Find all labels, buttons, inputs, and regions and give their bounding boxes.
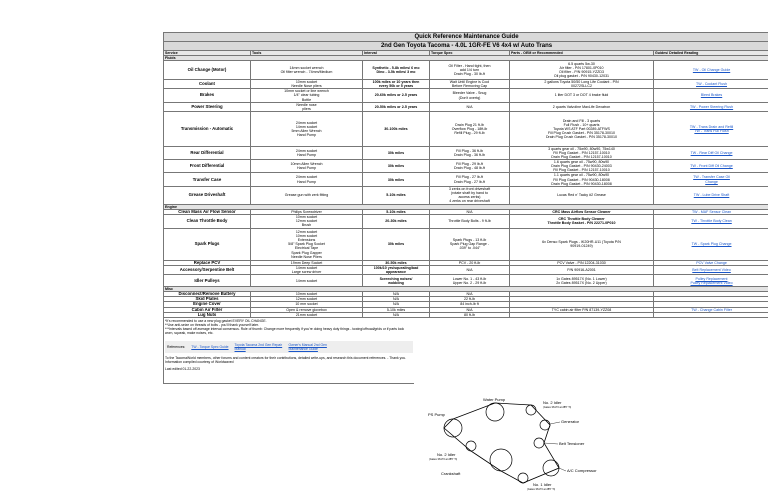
column-header-torque-spec: Torque Spec: [430, 51, 510, 56]
cell-tools: 19mm Deep Socket: [251, 260, 363, 265]
cell-torque: Lower No. 1 - 43 ft-lb Upper No. 2 - 29 ft-lb: [430, 275, 510, 287]
section-label-engine: Engine: [164, 204, 768, 209]
idler-left-pulley: [466, 441, 476, 451]
guide-link[interactable]: Bleed Brakes: [700, 93, 723, 98]
cell-tools: 14mm socket wrench Oil filter wrench - 74mm/Medium: [251, 61, 363, 80]
ps-pump-pulley: [444, 419, 462, 437]
label-ac-compressor: A/C Compressor: [567, 468, 597, 473]
cell-interval: 20-60k miles or 2-5 years: [363, 89, 430, 102]
service-name: Power Steering: [164, 102, 251, 111]
cell-interval: 30-50k miles: [363, 260, 430, 265]
table-row: [164, 228, 768, 260]
cell-torque: N/A: [430, 292, 510, 297]
cell-interval: 100k miles or 10 years then every 50k or 5 years: [363, 80, 430, 89]
guide-link[interactable]: Pulley Replacement Video: [690, 280, 733, 285]
service-name: Grease Driveshaft: [164, 186, 251, 204]
guide-link[interactable]: TW - Transfer Case Oil: [693, 175, 730, 180]
service-name: Spark Plugs: [164, 228, 251, 260]
maintenance-guide-sheet: [163, 32, 768, 384]
service-name: Front Differential: [164, 160, 251, 173]
label-no2-idler-top: No. 2 Idler: [543, 400, 562, 405]
cell-parts: 2 quarts Valvoline MaxLife Dexatron: [510, 102, 654, 111]
cell-tools: 14mm socket Large screw driver: [251, 265, 363, 274]
guide-link[interactable]: TW - Coolant Flush: [696, 82, 728, 87]
label-water-pump: Water Pump: [483, 398, 506, 402]
section-label-fluids: Fluids: [164, 56, 768, 61]
service-name: Replace PCV: [164, 260, 251, 265]
note-line: **Use anti-seize on threads of bolts - you'll thank yourself later.: [165, 322, 259, 327]
guide-link[interactable]: TW - Trans Drain and Refill: [689, 124, 734, 129]
service-name: Idler Pulleys: [164, 275, 251, 287]
table-row: [164, 173, 768, 186]
cell-guide: [654, 160, 768, 173]
table-row: [164, 265, 768, 274]
cell-parts: TYC cabin air filter P/N 87139-YZZ08: [510, 307, 654, 312]
references-label: References:: [167, 344, 186, 349]
cell-tools: Philips Screwdriver: [251, 209, 363, 214]
cell-interval: 5-10k miles: [363, 186, 430, 204]
cell-tools: 12mm socket: [251, 297, 363, 302]
cell-interval: 30k miles: [363, 160, 430, 173]
table-row: [164, 111, 768, 146]
table-row: [164, 80, 768, 89]
cell-parts: CRC Mass Airflow Sensor Cleaner: [510, 209, 654, 214]
leader-generator: [550, 422, 560, 424]
cell-tools: 10mm socket 12mm socket Brush: [251, 214, 363, 228]
table-row: [164, 186, 768, 204]
cell-parts: Drain and Fill - 3 quarts Full Flush - 10+ quarts Toyota WS ATF Part 00289-ATFWS Fill Plug Crush Gasket - P/N 35178-30010 Drain Plug Crush Gasket - P/N 35178-30010: [510, 111, 654, 146]
service-name: Lug Nuts: [164, 312, 251, 317]
service-name: Rear Differential: [164, 146, 251, 159]
cell-parts: [510, 312, 654, 317]
column-header-tools: Tools: [251, 51, 363, 56]
leader-tensioner: [544, 443, 558, 444]
cell-guide: [654, 312, 768, 317]
service-name: Skid Plates: [164, 297, 251, 302]
guide-link[interactable]: PCV Valve Change: [696, 260, 727, 265]
cell-parts: 1.6 quarts gear oil - 75w90, 80w90 Drain Plug Gasket - P/N 90430-24003 Fill Plug Gasket - P/N 12157-10010: [510, 160, 654, 173]
cell-torque: Spark Plugs - 13 ft-lb Spark Plug Gap Range - .039" to .044": [430, 228, 510, 260]
leader-ac: [559, 468, 566, 471]
table-row: [164, 102, 768, 111]
cell-interval: 30k miles: [363, 228, 430, 260]
page-subtitle: 2nd Gen Toyota Tacoma - 4.0L 1GR-FE V6 4x4 w/ Auto Trans: [164, 42, 768, 51]
cell-torque: Fill Plug - 27 lb-ft Drain Plug - 27 lb-ft: [430, 173, 510, 186]
table-row: [164, 214, 768, 228]
crankshaft-pulley: [490, 449, 512, 471]
cell-torque: 84 inch-lb ft: [430, 302, 510, 307]
guide-link[interactable]: TW - Spark Plug Change: [691, 242, 732, 247]
service-name: Accessory/Serpentine Belt: [164, 265, 251, 274]
guide-link[interactable]: TW - Change Cabin Filter: [691, 307, 732, 312]
cell-torque: Bleeder Valve - Snug (Don't overtq): [430, 89, 510, 102]
cell-parts: 3 quarts gear oil - 75w90, 80w90, 75w140 Fill Plug Gasket - P/N 12157-10010 Drain Plug Gasket - P/N 12157-10010: [510, 146, 654, 159]
cell-guide: [654, 61, 768, 80]
service-name: Oil Change (Motor): [164, 61, 251, 80]
subtitle-row: [164, 42, 768, 51]
reference-link[interactable]: TW - Torque Spec Guide: [191, 344, 229, 349]
cell-torque: 80 ft-lb: [430, 312, 510, 317]
guide-link[interactable]: TW - Power Steering Flush: [689, 104, 734, 109]
cell-guide: [654, 146, 768, 159]
cell-tools: Open & remove glovebox: [251, 307, 363, 312]
cell-torque: N/A: [430, 307, 510, 312]
cell-interval: 30k miles: [363, 173, 430, 186]
cell-parts: 1 liter DOT 3 or DOT 4 brake fluid: [510, 89, 654, 102]
cell-interval: N/A: [363, 297, 430, 302]
guide-link[interactable]: Belt Replacement Video: [692, 268, 731, 273]
service-name: Transmission - Automatic: [164, 111, 251, 146]
cell-interval: 30-100k miles: [363, 111, 430, 146]
cell-interval: 30k miles: [363, 146, 430, 159]
cell-parts: 1x Gates 89517X (No. 1 Lower) 2x Gates 89517X (No. 2 Upper): [510, 275, 654, 287]
cell-interval: 100k/10 yrs/squealing/bad appearance: [363, 265, 430, 274]
cell-torque: 22 ft-lb: [430, 297, 510, 302]
cell-tools: 10mm socket: [251, 292, 363, 297]
service-name: Cabin Air Filter: [164, 307, 251, 312]
source-text: Information compiled courtesy of Worldwaved: [165, 359, 234, 364]
cell-parts: Lucas Red n' Tacky #2 Grease: [510, 186, 654, 204]
cell-guide: [654, 186, 768, 204]
cell-guide: [654, 265, 768, 274]
label-no2-idler-left: No. 2 Idler: [437, 452, 456, 457]
cell-torque: 3 zerks on front driveshaft (rotate shaft by hand to access zerks) 4 zerks on rear driveshaft: [430, 186, 510, 204]
section-label-misc: Misc: [164, 287, 768, 292]
cell-guide: [654, 89, 768, 102]
cell-interval: Synthetic - 5-8k miles/ 6 mo Dino - 3-5k miles/ 3 mo: [363, 61, 430, 80]
cell-torque: Throttle Body Bolts - 9 ft-lb: [430, 214, 510, 228]
cell-torque: N/A: [430, 209, 510, 214]
credit-text: To the TacomaWorld members, other forums and content creators for their contributions, detailed write-ups, and research this document references. - Thank you.: [165, 355, 407, 360]
cell-torque: Fill Plug - 29 lb-ft Drain Plug - 48 lb-ft: [430, 160, 510, 173]
cell-tools: 10mm socket or line wrench 1/4" clear tubing Bottle: [251, 89, 363, 102]
service-name: Transfer Case: [164, 173, 251, 186]
cell-tools: 10mm socket Needle Nose pliers: [251, 80, 363, 89]
label-no1-idler-sub: (Gates 36173 at 285" Ti): [527, 488, 556, 491]
cell-interval: 20-30k miles: [363, 214, 430, 228]
cell-parts: 2 gallons Toyota 50/50 Long Life Coolant - P/N 00272SLLC2: [510, 80, 654, 89]
service-name: Coolant: [164, 80, 251, 89]
label-crankshaft: Crankshaft: [441, 471, 461, 476]
cell-guide: [654, 214, 768, 228]
cell-tools: 21mm socket: [251, 312, 363, 317]
cell-guide: [654, 102, 768, 111]
column-header-parts-oem-or-recommended: Parts - OEM or Recommended: [510, 51, 654, 56]
page-title: Quick Reference Maintenance Guide: [164, 33, 768, 42]
title-row: [164, 33, 768, 42]
cell-torque: PCV - 20 ft-lb: [430, 260, 510, 265]
cell-interval: N/A: [363, 312, 430, 317]
cell-torque: N/A: [430, 265, 510, 274]
cell-guide: [654, 173, 768, 186]
belt-tensioner-pulley: [534, 438, 544, 448]
label-no1-idler: No. 1 Idler: [533, 482, 552, 487]
guide-link[interactable]: TW - Front Diff Oil Change: [690, 164, 733, 169]
service-name: Disconnect/Remove Battery: [164, 292, 251, 297]
cell-guide: [654, 80, 768, 89]
cell-interval: Screeching noises/ wobbling: [363, 275, 430, 287]
belt-routing-diagram: [411, 398, 607, 494]
cell-guide: [654, 275, 768, 287]
column-header-interval: Interval: [363, 51, 430, 56]
cell-tools: 14mm socket: [251, 275, 363, 287]
note-line: *It's recommended to use a new plug gasket EVERY OIL CHANGE.: [165, 318, 267, 323]
table-row: [164, 160, 768, 173]
table-row: [164, 275, 768, 287]
table-row: [164, 312, 768, 317]
cell-interval: N/A: [363, 292, 430, 297]
cell-torque: N/A: [430, 102, 510, 111]
guide-link[interactable]: TW - Lube Drive Shaft: [693, 193, 730, 198]
service-name: Clean Mass Air Flow Sensor: [164, 209, 251, 214]
guide-link[interactable]: Change: [705, 179, 718, 184]
label-no2-idler-left-sub: (Gates 36173 at 285" Ti): [429, 458, 458, 461]
label-no2-idler-top-sub: (Gates 36173 at 285" Ti): [543, 406, 572, 409]
cell-parts: 6.5 quarts 5w-30 Air filter - P/N 17801-0P010 Oil filter - P/N 90915-YZZD3 Oil plug gasket - P/N 90430-12031: [510, 61, 654, 80]
guide-link[interactable]: TW - MAF Sensor Clean: [691, 209, 732, 214]
column-header-service: Service: [164, 51, 251, 56]
service-name: Clean Throttle Body: [164, 214, 251, 228]
last-edited: Last edited 01-22-2023: [165, 366, 200, 371]
guide-link[interactable]: Pulley Replacement: [695, 276, 728, 281]
notes-block: [163, 318, 414, 384]
maintenance-table: [163, 32, 768, 318]
cell-torque: Wait Until Engine is Cool Before Removing Cap: [430, 80, 510, 89]
cell-parts: P/N 90916-A2001: [510, 265, 654, 274]
cell-tools: 24mm socket Hand Pump: [251, 146, 363, 159]
cell-torque: Oil Filter - Hand tight, then add 1/4 turn Drain Plug - 30 lb-ft: [430, 61, 510, 80]
references-row: [165, 341, 413, 353]
note-line: ***Intervals based off average interval consensus. Rule of thumb: Change more frequently if you're doing heavy duty things - towing/offroad/grids or if parts look worn, squeak, make noises, etc.: [165, 326, 405, 335]
cell-parts: CRC Throttle Body Cleaner Throttle Body Gasket - P/N 22271-0P010: [510, 214, 654, 228]
reference-link[interactable]: Owner's Manual 2nd Gen Maintenance Guide: [288, 342, 327, 351]
cell-guide: [654, 228, 768, 260]
column-header-guides-detailed-reading: Guides/ Detailed Reading: [654, 51, 768, 56]
cell-interval: 5-10k miles: [363, 307, 430, 312]
cell-torque: Drain Plug 21 ft-lb Overflow Plug - 18ft-lb Refill Plug - 29 ft-lb: [430, 111, 510, 146]
cell-interval: 5-10k miles: [363, 209, 430, 214]
cell-tools: 24mm socket 14mm socket 5mm Allen Wrench Hand Pump: [251, 111, 363, 146]
cell-tools: 10mm Allen Wrench Hand Pump: [251, 160, 363, 173]
cell-tools: 10 mm socket: [251, 302, 363, 307]
cell-parts: PCV Valve - P/N 12204-31030: [510, 260, 654, 265]
cell-tools: 12mm socket 10mm socket Extensions 5/8" Spark Plug Socket Electrical Tape Spark Plug Gapper Needle Nose Pliers: [251, 228, 363, 260]
cell-parts: 6x Denso Spark Plugs - IK20HR-U11 (Toyota P/N 90919-01249): [510, 228, 654, 260]
idler-top-pulley: [526, 405, 536, 415]
guide-link[interactable]: TW - Throttle Body Clean: [691, 219, 732, 224]
service-name: Engine Cover: [164, 302, 251, 307]
table-row: [164, 61, 768, 80]
cell-tools: 24mm socket Hand Pump: [251, 173, 363, 186]
service-name: Brakes: [164, 89, 251, 102]
table-row: [164, 146, 768, 159]
cell-parts: 1.1 quarts gear oil - 75w90, 80w90 Fill Plug Gasket - P/N 90430-18008 Drain Plug Gasket - P/N 90430-18008: [510, 173, 654, 186]
guide-link[interactable]: TW - Trans Full Flush: [694, 128, 729, 133]
reference-link[interactable]: Toyota Tacoma 2nd Gen Repair Manual: [234, 342, 283, 351]
label-ps-pump: PS Pump: [428, 412, 445, 417]
cell-tools: Needle nose pliers: [251, 102, 363, 111]
cell-tools: Grease gun with zerk fitting: [251, 186, 363, 204]
table-row: [164, 89, 768, 102]
cell-guide: [654, 111, 768, 146]
label-generator: Generator: [561, 419, 580, 424]
label-belt-tensioner: Belt Tensioner: [559, 441, 585, 446]
cell-interval: N/A: [363, 302, 430, 307]
guide-link[interactable]: TW - Oil Change Guide: [692, 68, 731, 73]
cell-interval: 20-50k miles or 2-5 years: [363, 102, 430, 111]
cell-torque: Fill Plug - 36 ft-lb Drain Plug - 36 ft-lb: [430, 146, 510, 159]
guide-link[interactable]: TW - Rear Diff Oil Change: [690, 150, 733, 155]
